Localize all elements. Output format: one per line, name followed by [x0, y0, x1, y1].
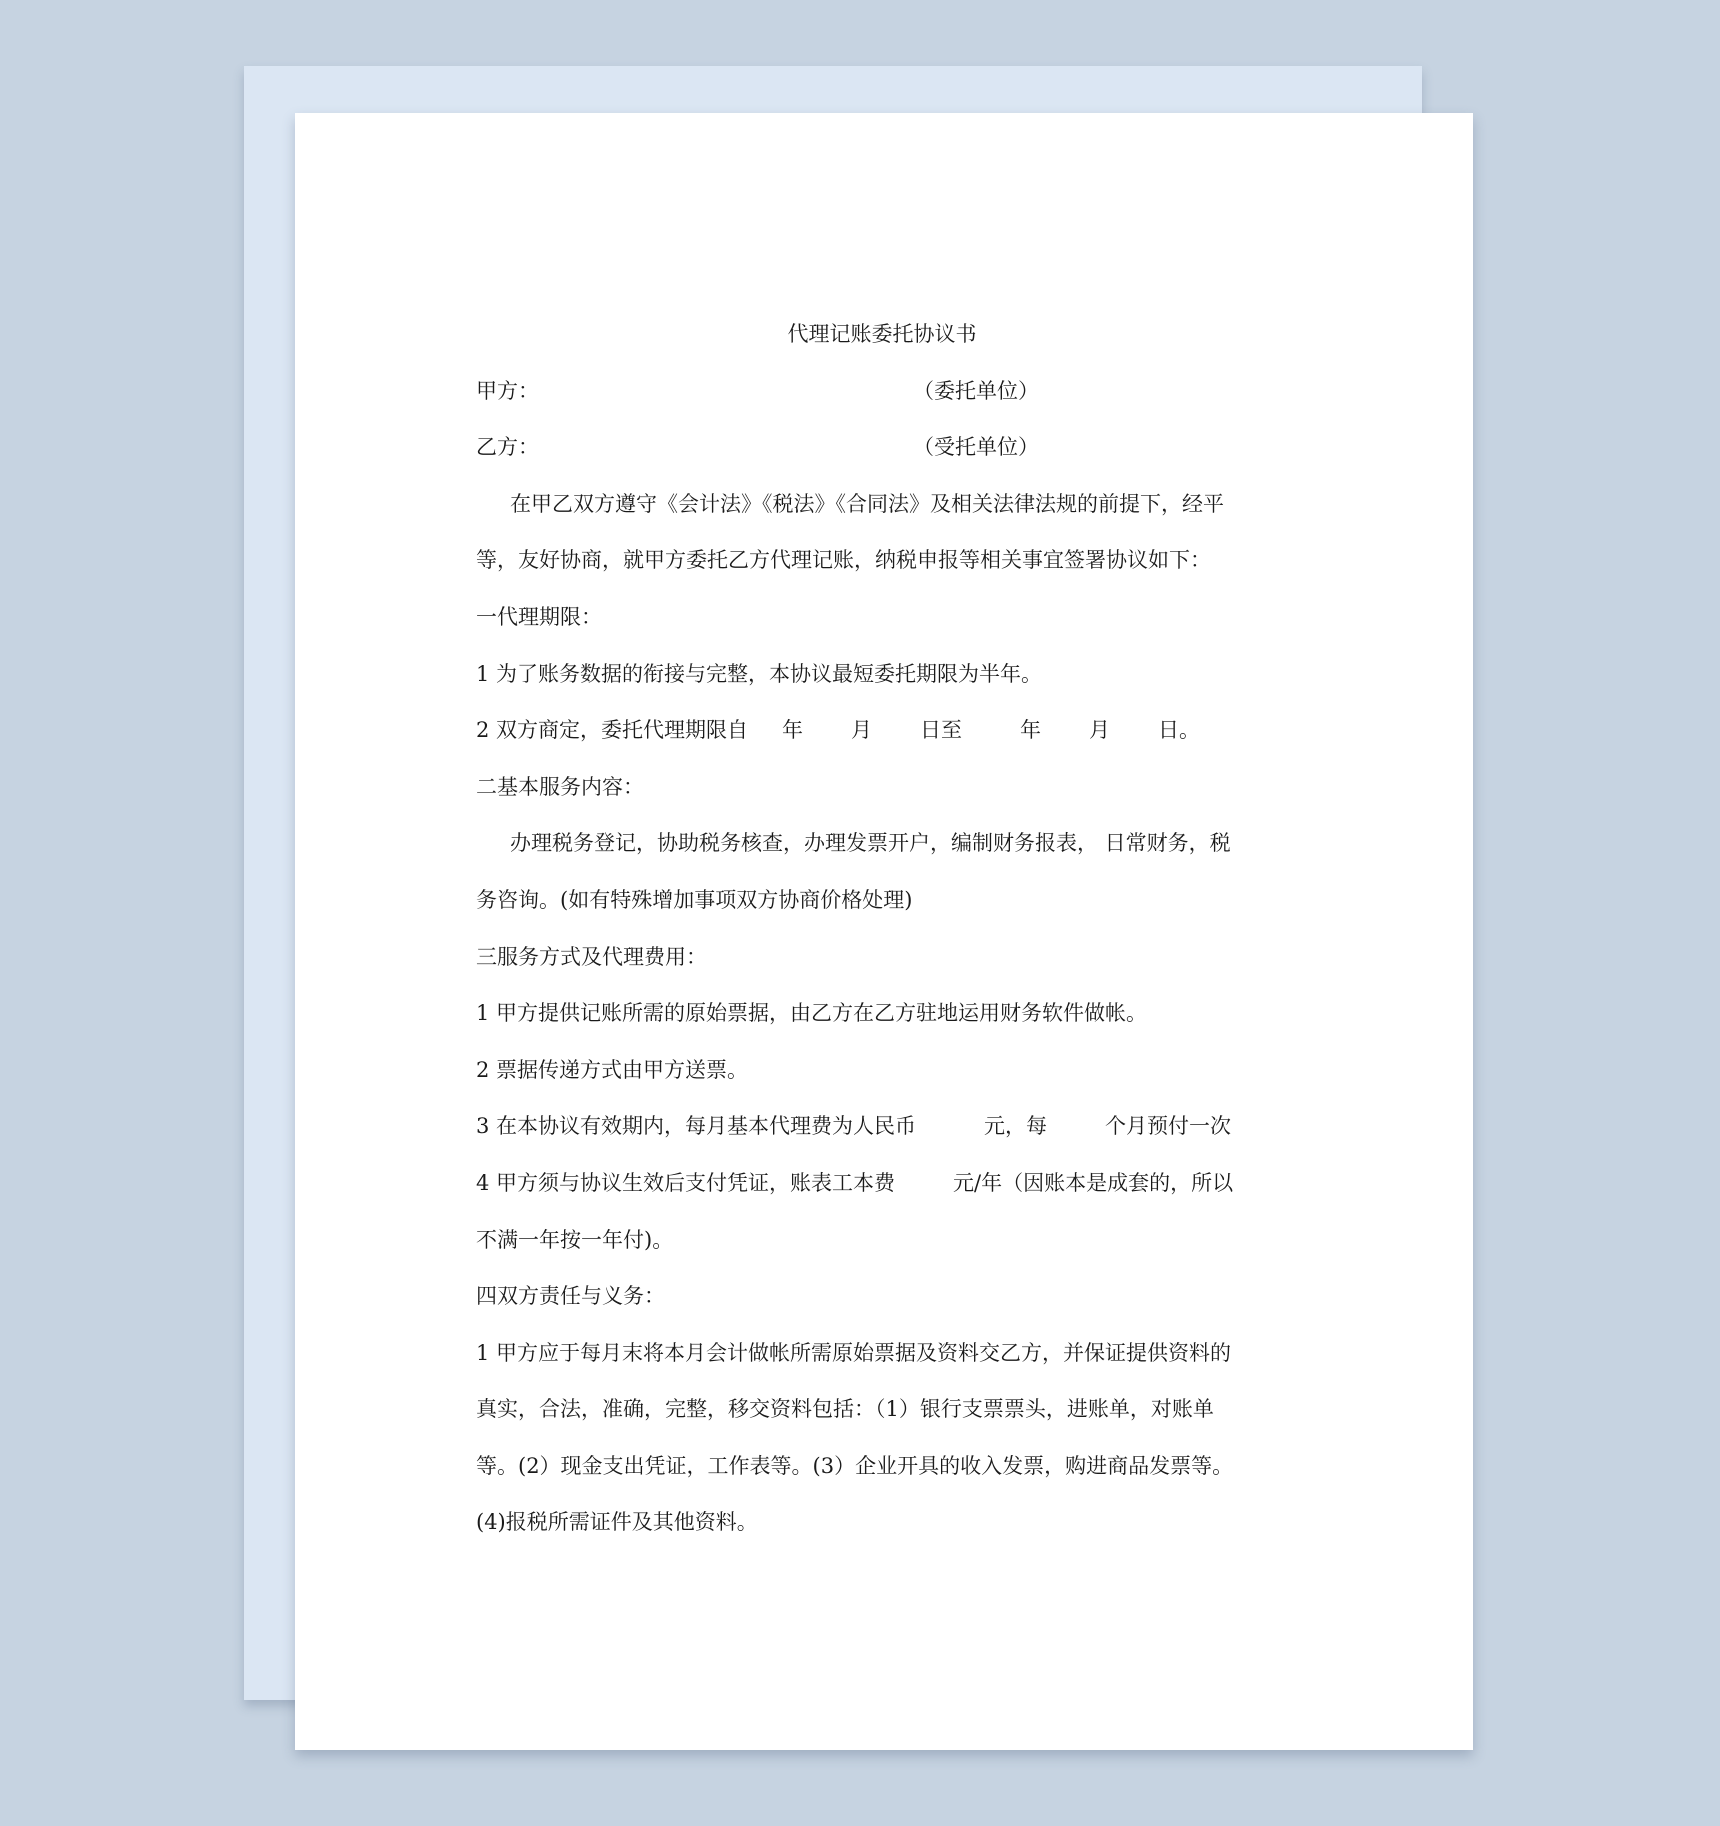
party-b-label: 乙方： [476, 435, 539, 460]
fee-yuan-label: 元，每 [984, 1114, 1048, 1139]
clause-line: 1 甲方应于每月末将本月会计做帐所需原始票据及资料交乙方，并保证提供资料的 [476, 1340, 1232, 1365]
document-title: 代理记账委托协议书 [787, 322, 977, 346]
service-paragraph-line: 务咨询。(如有特殊增加事项双方协商价格处理) [476, 887, 913, 912]
intro-paragraph-line: 在甲乙双方遵守《会计法》《税法》《合同法》及相关法律法规的前提下，经平 [510, 491, 1224, 516]
party-a-note: （委托单位） [913, 378, 1039, 403]
section-heading: 三服务方式及代理费用： [476, 944, 707, 969]
party-a-row [476, 363, 1288, 420]
party-b-note: （受托单位） [913, 435, 1039, 460]
clause-line: 2 票据传递方式由甲方送票。 [476, 1057, 749, 1082]
day-label: 日。 [1158, 718, 1201, 743]
month-label: 月 [851, 718, 873, 743]
cost-suffix: 元/年（因账本是成套的，所以 [953, 1170, 1234, 1195]
clause-cost-line [476, 1155, 1288, 1212]
fee-prefix: 3 在本协议有效期内，每月基本代理费为人民币 [476, 1114, 917, 1139]
clause-line: 等。(2）现金支出凭证，工作表等。(3）企业开具的收入发票，购进商品发票等。 [476, 1453, 1234, 1478]
clause-term-dates [476, 702, 1288, 759]
clause-line: 1 甲方提供记账所需的原始票据，由乙方在乙方驻地运用财务软件做帐。 [476, 1001, 1148, 1026]
intro-paragraph-line: 等，友好协商，就甲方委托乙方代理记账，纳税申报等相关事宜签署协议如下： [476, 548, 1211, 573]
clause-fee-line [476, 1098, 1288, 1155]
document-body [476, 306, 1288, 1551]
clause-term-prefix: 2 双方商定，委托代理期限自 [476, 718, 749, 743]
clause-line: 真实，合法，准确，完整，移交资料包括：（1）银行支票票头，进账单，对账单 [476, 1397, 1214, 1422]
section-heading: 二基本服务内容： [476, 774, 644, 799]
party-a-label: 甲方： [476, 378, 539, 403]
section-heading: 四双方责任与义务： [476, 1284, 665, 1309]
party-b-row [476, 419, 1288, 476]
section-heading: 一代理期限： [476, 604, 602, 629]
service-paragraph-line: 办理税务登记，协助税务核查，办理发票开户，编制财务报表， 日常财务，税 [510, 831, 1231, 856]
clause-line: 1 为了账务数据的衔接与完整，本协议最短委托期限为半年。 [476, 661, 1043, 686]
fee-suffix: 个月预付一次 [1105, 1114, 1232, 1139]
day-to-label: 日至 [920, 718, 963, 743]
month-label: 月 [1089, 718, 1111, 743]
year-label: 年 [1020, 718, 1042, 743]
clause-line: 不满一年按一年付)。 [476, 1227, 674, 1252]
clause-line: (4)报税所需证件及其他资料。 [476, 1510, 758, 1535]
cost-prefix: 4 甲方须与协议生效后支付凭证，账表工本费 [476, 1170, 896, 1195]
year-label: 年 [782, 718, 804, 743]
